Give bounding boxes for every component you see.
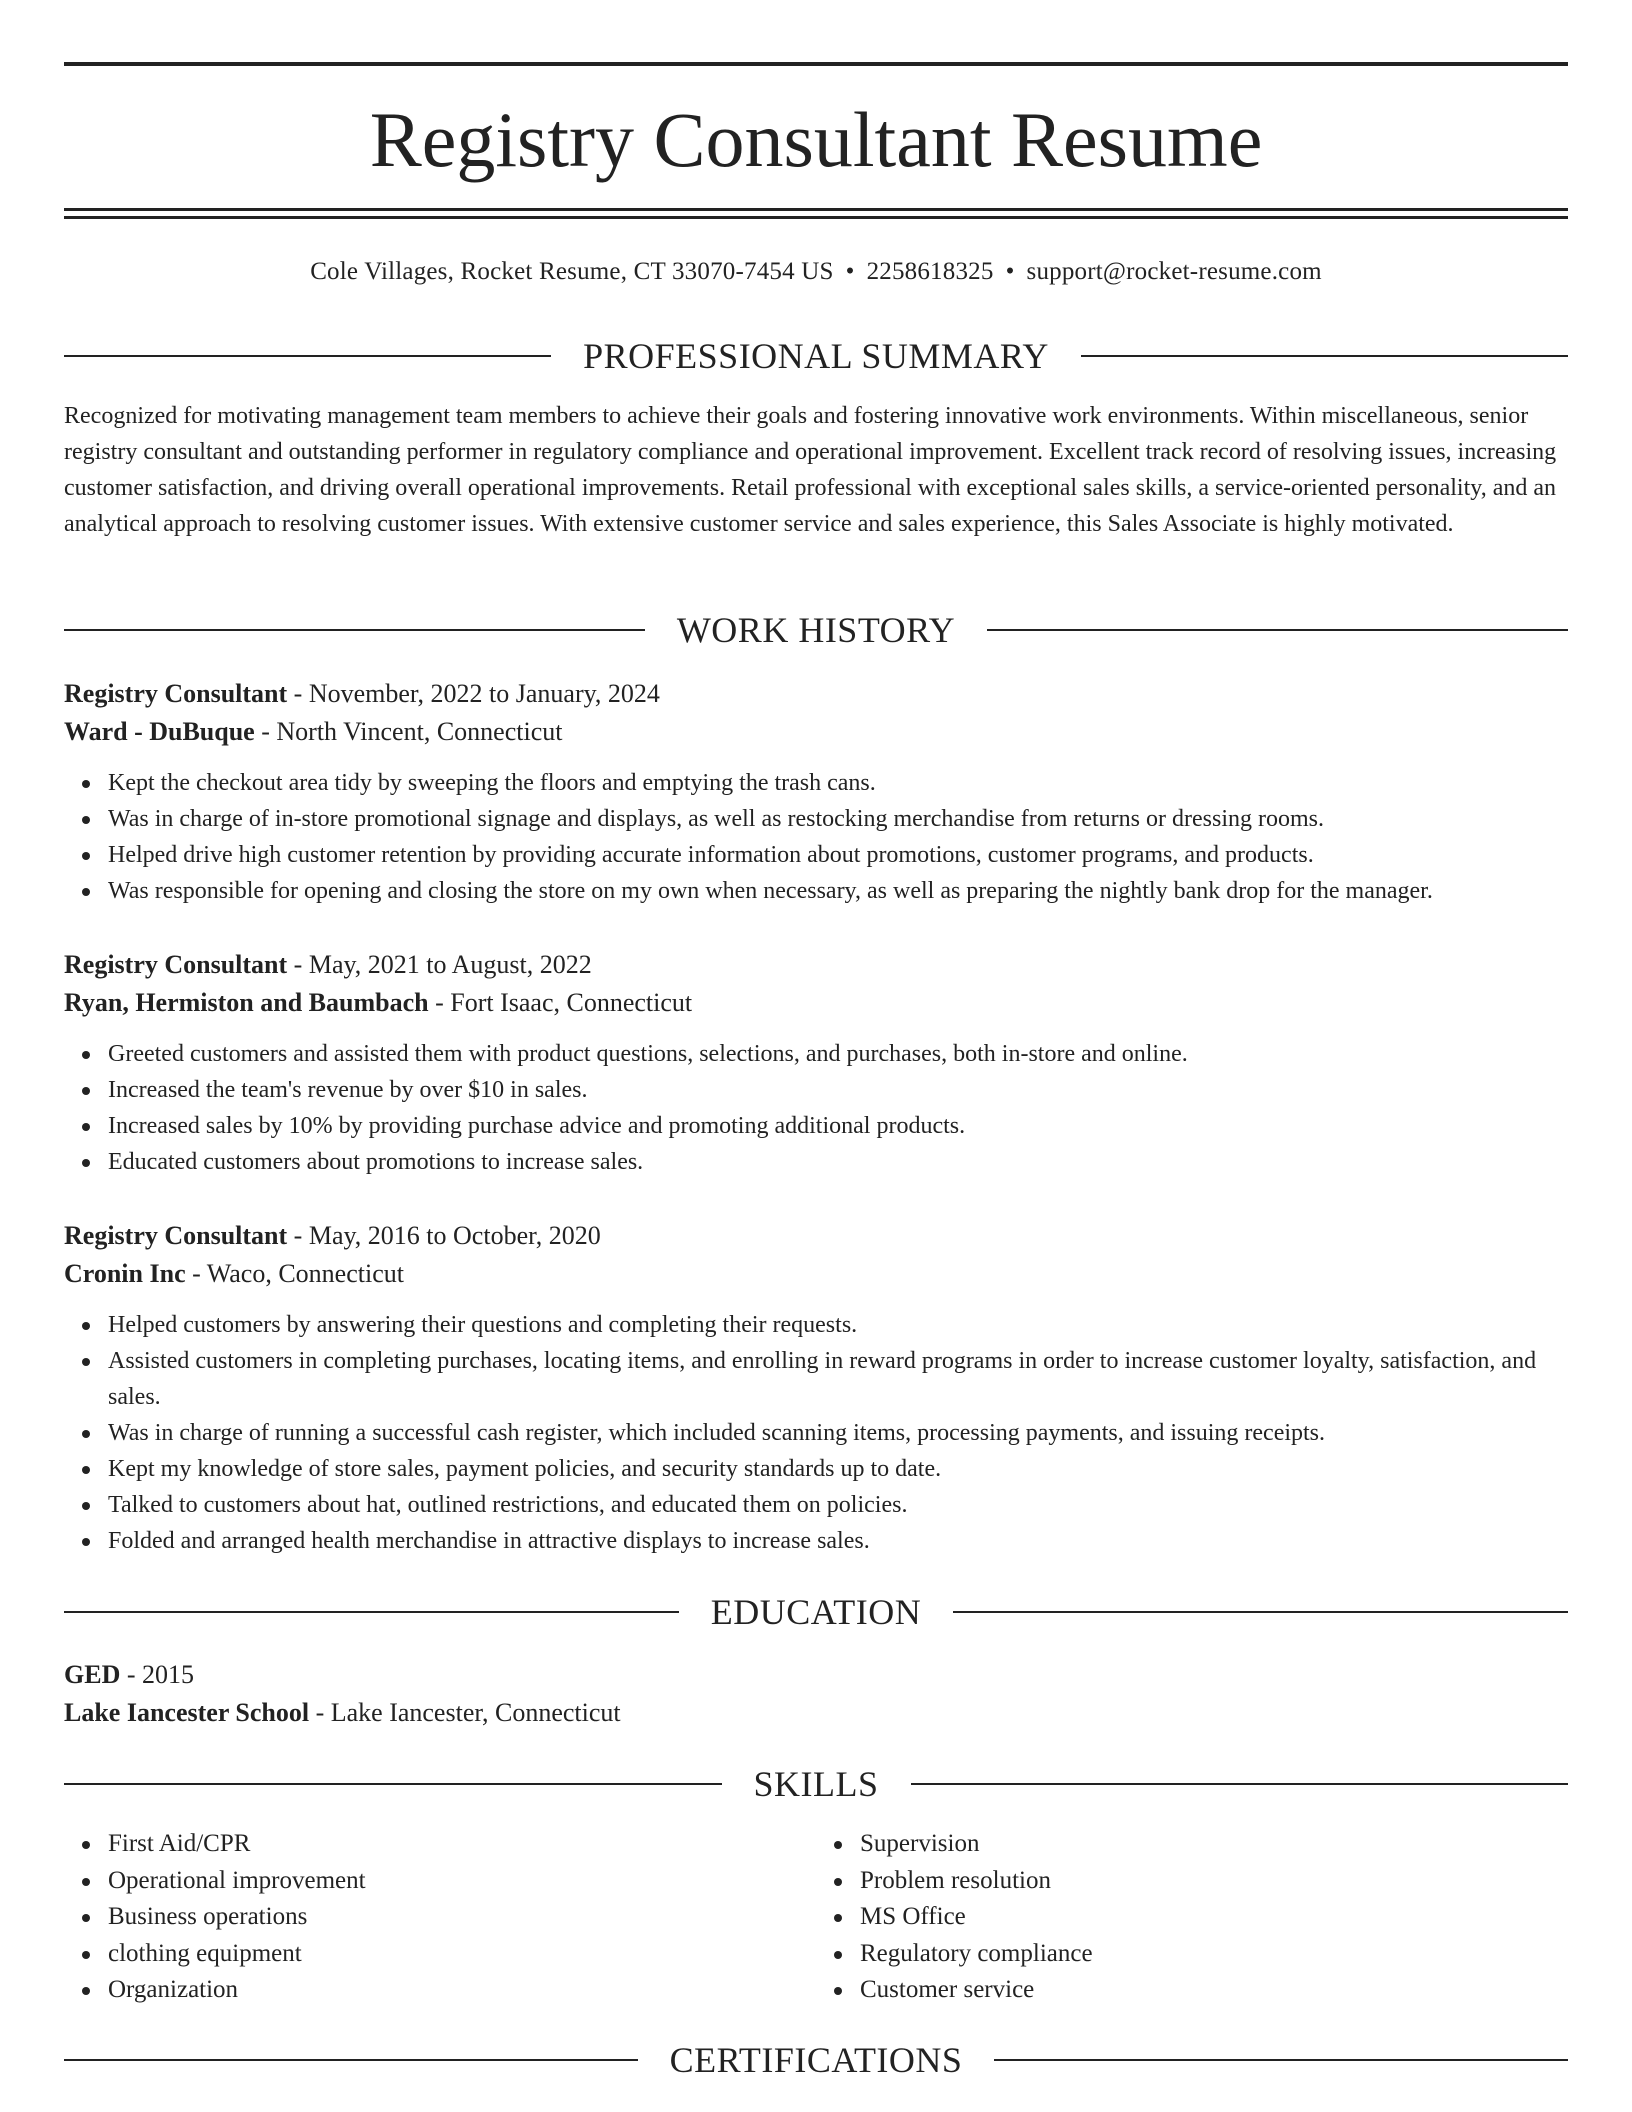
list-item: Helped customers by answering their questions and completing their requests.: [108, 1307, 1568, 1343]
skill-item: Operational improvement: [108, 1863, 816, 1900]
divider-line: [987, 629, 1568, 631]
divider-line: [64, 1783, 722, 1785]
contact-separator: •: [1005, 258, 1015, 285]
job-title-line: [64, 946, 1568, 984]
list-item: Kept the checkout area tidy by sweeping the floors and emptying the trash cans.: [108, 765, 1568, 801]
skill-item: Organization: [108, 1972, 816, 2009]
contact-phone: 2258618325: [866, 258, 994, 285]
title-double-rule: [64, 208, 1568, 219]
job-bullets: [64, 1307, 1568, 1559]
list-item: Talked to customers about hat, outlined restrictions, and educated them on policies.: [108, 1487, 1568, 1523]
job-entry: [64, 1217, 1568, 1559]
job-company-line: [64, 984, 1568, 1022]
job-title: Registry Consultant: [64, 950, 288, 979]
job-dates: - November, 2022 to January, 2024: [287, 679, 660, 708]
job-title: Registry Consultant: [64, 1221, 288, 1250]
divider-line: [953, 1611, 1568, 1613]
skills-list-right: [816, 1826, 1568, 2009]
skill-item: Problem resolution: [860, 1863, 1568, 1900]
list-item: Educated customers about promotions to increase sales.: [108, 1144, 1568, 1180]
contact-separator: •: [845, 258, 855, 285]
job-bullets: [64, 765, 1568, 909]
skill-item: Customer service: [860, 1972, 1568, 2009]
section-header-certifications: [64, 2038, 1568, 2082]
divider-line: [64, 2059, 638, 2061]
job-company-line: [64, 1255, 1568, 1293]
job-title: Registry Consultant: [64, 679, 288, 708]
divider-line: [1081, 355, 1568, 357]
section-title: EDUCATION: [710, 1592, 922, 1632]
job-company: Cronin Inc: [64, 1259, 186, 1288]
section-title: WORK HISTORY: [676, 610, 956, 650]
section-title: CERTIFICATIONS: [669, 2040, 963, 2080]
summary-paragraph: Recognized for motivating management team members to achieve their goals and fostering innovative work environments. Within miscellaneous, senior registry consultant and outstanding performer in regulatory compliance and operational improvement. Excellent track record of resolving issues, increasing customer satisfaction, and driving overall operational improvements. Retail professional with exceptional sales skills, a service-oriented personality, and an analytical approach to resolving customer issues. With extensive customer service and sales experience, this Sales Associate is highly motivated.: [64, 403, 1557, 537]
job-title-line: [64, 1217, 1568, 1255]
job-location: - North Vincent, Connecticut: [254, 717, 563, 746]
skills-columns: [64, 1826, 1568, 2009]
section-header-summary: [64, 334, 1568, 378]
skill-item: Business operations: [108, 1899, 816, 1936]
divider-line: [64, 1611, 679, 1613]
education-location: - Lake Iancester, Connecticut: [309, 1698, 621, 1727]
divider-line: [64, 355, 551, 357]
list-item: Was responsible for opening and closing the store on my own when necessary, as well as preparing the nightly bank drop for the manager.: [108, 873, 1568, 909]
list-item: Folded and arranged health merchandise in attractive displays to increase sales.: [108, 1523, 1568, 1559]
top-rule: [64, 62, 1568, 66]
list-item: Increased the team's revenue by over $10 in sales.: [108, 1072, 1568, 1108]
skill-item: Supervision: [860, 1826, 1568, 1863]
education-year: - 2015: [120, 1660, 195, 1689]
job-location: - Fort Isaac, Connecticut: [428, 988, 693, 1017]
contact-email: support@rocket-resume.com: [1026, 258, 1322, 285]
skill-item: clothing equipment: [108, 1936, 816, 1973]
job-title-line: [64, 675, 1568, 713]
divider-line: [911, 1783, 1569, 1785]
education-degree: GED: [64, 1660, 121, 1689]
section-header-skills: [64, 1762, 1568, 1806]
education-school-line: [64, 1694, 1568, 1732]
job-entry: [64, 675, 1568, 909]
divider-line: [994, 2059, 1568, 2061]
job-company: Ward - DuBuque: [64, 717, 255, 746]
job-dates: - May, 2021 to August, 2022: [287, 950, 592, 979]
list-item: Was in charge of in-store promotional signage and displays, as well as restocking merchandise from returns or dressing rooms.: [108, 801, 1568, 837]
skill-item: First Aid/CPR: [108, 1826, 816, 1863]
job-company: Ryan, Hermiston and Baumbach: [64, 988, 429, 1017]
section-header-education: [64, 1590, 1568, 1634]
skill-item: Regulatory compliance: [860, 1936, 1568, 1973]
education-entry: [64, 1656, 1568, 1732]
education-school: Lake Iancester School: [64, 1698, 310, 1727]
job-dates: - May, 2016 to October, 2020: [287, 1221, 601, 1250]
job-entry: [64, 946, 1568, 1180]
job-bullets: [64, 1036, 1568, 1180]
list-item: Was in charge of running a successful cash register, which included scanning items, processing payments, and issuing receipts.: [108, 1415, 1568, 1451]
skill-item: MS Office: [860, 1899, 1568, 1936]
list-item: Greeted customers and assisted them with product questions, selections, and purchases, both in-store and online.: [108, 1036, 1568, 1072]
skills-list-left: [64, 1826, 816, 2009]
section-header-work-history: [64, 608, 1568, 652]
contact-address: Cole Villages, Rocket Resume, CT 33070-7454 US: [310, 258, 834, 285]
section-title: SKILLS: [753, 1764, 879, 1804]
divider-line: [64, 629, 645, 631]
section-title: PROFESSIONAL SUMMARY: [583, 336, 1049, 376]
page-title: Registry Consultant Resume: [369, 96, 1263, 183]
list-item: Kept my knowledge of store sales, payment policies, and security standards up to date.: [108, 1451, 1568, 1487]
list-item: Increased sales by 10% by providing purchase advice and promoting additional products.: [108, 1108, 1568, 1144]
list-item: Helped drive high customer retention by providing accurate information about promotions, customer programs, and products.: [108, 837, 1568, 873]
education-degree-line: [64, 1656, 1568, 1694]
list-item: Assisted customers in completing purchases, locating items, and enrolling in reward programs in order to increase customer loyalty, satisfaction, and sales.: [108, 1343, 1568, 1415]
contact-line: [64, 254, 1568, 290]
job-location: - Waco, Connecticut: [185, 1259, 404, 1288]
job-company-line: [64, 713, 1568, 751]
